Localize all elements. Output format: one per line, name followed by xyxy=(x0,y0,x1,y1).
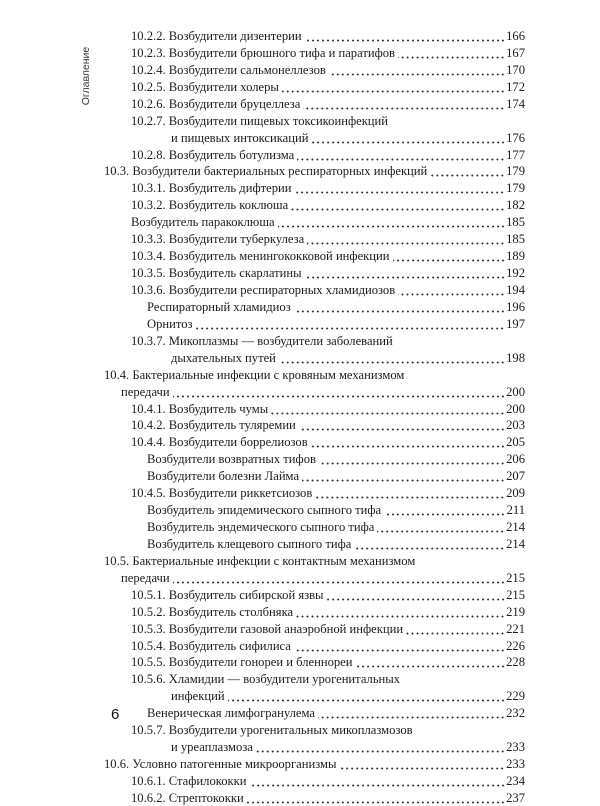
toc-entry-title: 10.2.2. Возбудители дизентерии xyxy=(131,29,302,43)
toc-entry[interactable] xyxy=(131,63,525,78)
toc-entry-title: передачи xyxy=(121,384,170,399)
dot-leader xyxy=(356,656,506,668)
toc-entry[interactable] xyxy=(131,283,525,298)
toc-entry-title: 10.2.4. Возбудители сальмонеллезов xyxy=(131,62,326,77)
dot-leader xyxy=(318,707,505,719)
toc-entry[interactable] xyxy=(131,249,525,264)
toc-entry-page: 221 xyxy=(506,621,525,636)
dot-leader xyxy=(299,419,505,431)
dot-leader xyxy=(393,250,506,262)
section-label: Оглавление xyxy=(80,46,92,106)
toc-entry-title: Возбудители болезни Лайма xyxy=(147,469,300,484)
toc-entry-title: 10.3.2. Возбудитель коклюша xyxy=(131,198,289,213)
toc-entry[interactable] xyxy=(147,300,525,315)
dot-leader xyxy=(430,165,505,177)
toc-entry-title: 10.5. Бактериальные инфекции с контактным механизмом xyxy=(104,553,416,568)
toc-entry[interactable] xyxy=(147,537,525,552)
toc-entry[interactable] xyxy=(131,672,525,687)
toc-entry-title: 10.4.4. Возбудители боррелиозов xyxy=(131,435,308,450)
dot-leader xyxy=(294,182,505,194)
toc-entry[interactable] xyxy=(131,46,525,61)
dot-leader xyxy=(228,690,506,702)
toc-entry-title: Возбудитель клещевого сыпного тифа xyxy=(147,536,352,551)
dot-leader xyxy=(282,81,505,93)
toc-entry[interactable] xyxy=(131,29,525,44)
toc-entry-title: 10.5.2. Возбудитель столбняка xyxy=(131,604,294,619)
toc-entry-page: 228 xyxy=(506,655,525,670)
toc-entry[interactable] xyxy=(131,605,525,620)
dot-leader xyxy=(294,640,505,652)
toc-entry[interactable] xyxy=(121,385,525,400)
toc-entry[interactable] xyxy=(104,757,525,772)
dot-leader xyxy=(384,504,505,516)
dot-leader xyxy=(303,98,505,110)
toc-entry-page: 233 xyxy=(506,757,525,771)
toc-entry-title: дыхательных путей xyxy=(171,350,276,365)
toc-entry-title: 10.3. Возбудители бактериальных респираторных инфекций xyxy=(104,164,428,179)
toc-entry[interactable] xyxy=(147,520,525,535)
toc-entry-title: 10.6.2. Стрептококки xyxy=(131,790,244,805)
toc-entry[interactable] xyxy=(131,588,525,603)
dot-leader xyxy=(305,30,505,42)
toc-entry-page: 172 xyxy=(506,79,525,94)
toc-entry[interactable] xyxy=(131,148,525,163)
toc-entry-page: 233 xyxy=(506,740,525,755)
toc-entry-page: 182 xyxy=(506,198,525,213)
toc-entry-page: 198 xyxy=(506,350,525,365)
toc-entry[interactable] xyxy=(131,181,525,196)
toc-entry[interactable] xyxy=(171,740,525,755)
toc-entry-page: 200 xyxy=(506,384,525,399)
toc-entry[interactable] xyxy=(147,317,525,332)
dot-leader xyxy=(319,453,505,465)
toc-entry[interactable] xyxy=(147,503,525,518)
toc-entry-title: 10.5.7. Возбудители урогенитальных микоплазмозов xyxy=(131,723,413,738)
dot-leader xyxy=(329,64,505,76)
toc-entry-title: 10.6. Условно патогенные микроорганизмы xyxy=(104,757,337,771)
dot-leader xyxy=(291,199,505,211)
toc-entry-title: 10.4.1. Возбудитель чумы xyxy=(131,401,269,416)
dot-leader xyxy=(312,132,506,144)
dot-leader xyxy=(256,741,505,753)
toc-entry-title: 10.5.6. Хламидии — возбудители урогенитальных xyxy=(131,672,401,687)
toc-entry-page: 203 xyxy=(506,418,525,433)
toc-entry-page: 185 xyxy=(506,232,525,247)
dot-leader xyxy=(398,47,505,59)
dot-leader xyxy=(302,470,505,482)
toc-entry-page: 185 xyxy=(506,215,525,230)
dot-leader xyxy=(278,216,505,228)
toc-entry[interactable] xyxy=(131,655,525,670)
toc-entry[interactable] xyxy=(131,232,525,247)
toc-entry-title: Возбудитель эпидемического сыпного тифа xyxy=(147,503,382,517)
dot-leader xyxy=(297,149,505,161)
toc-entry-title: 10.5.4. Возбудитель сифилиса xyxy=(131,638,291,653)
toc-entry-title: Возбудитель эндемического сыпного тифа xyxy=(147,520,375,534)
toc-entry[interactable] xyxy=(171,131,525,146)
toc-entry-title: 10.3.4. Возбудитель менингококковой инфекции xyxy=(131,249,390,264)
toc-entry[interactable] xyxy=(131,198,525,213)
toc-entry-title: 10.2.3. Возбудители брюшного тифа и паратифов xyxy=(131,45,396,60)
toc-entry[interactable] xyxy=(104,554,525,569)
toc-entry-title: 10.2.7. Возбудители пищевых токсикоинфекций xyxy=(131,113,389,128)
toc-entry-page: 200 xyxy=(506,401,525,416)
toc-entry-title: 10.4.5. Возбудители риккетсиозов xyxy=(131,486,313,501)
toc-entry[interactable] xyxy=(131,114,525,129)
toc-entry[interactable] xyxy=(147,469,525,484)
toc-entry-page: 197 xyxy=(506,316,525,331)
toc-entry[interactable] xyxy=(147,452,525,467)
dot-leader xyxy=(294,301,505,313)
toc-entry[interactable] xyxy=(104,368,525,383)
toc-entry[interactable] xyxy=(147,706,525,721)
toc-entry-title: Респираторный хламидиоз xyxy=(147,299,291,314)
toc-entry[interactable] xyxy=(171,351,525,366)
dot-leader xyxy=(271,403,505,415)
dot-leader xyxy=(307,233,505,245)
toc-entry-title: инфекций xyxy=(171,689,225,704)
toc-entry-page: 194 xyxy=(506,282,525,297)
dot-leader xyxy=(327,589,506,601)
toc-entry-page: 179 xyxy=(506,164,525,179)
dot-leader xyxy=(305,267,506,279)
dot-leader xyxy=(173,386,505,398)
toc-entry-title: 10.3.1. Возбудитель дифтерии xyxy=(131,181,292,196)
toc-entry-title: Венерическая лимфогранулема xyxy=(147,706,315,721)
dot-leader xyxy=(377,521,505,533)
toc-entry-title: Орнитоз xyxy=(147,316,193,331)
toc-entry-page: 229 xyxy=(506,689,525,704)
toc-entry[interactable] xyxy=(121,571,525,586)
toc-entry-page: 176 xyxy=(506,130,525,145)
toc-entry-title: 10.3.7. Микоплазмы — возбудители заболеваний xyxy=(131,333,393,348)
toc-entry-title: Возбудители возвратных тифов xyxy=(147,452,316,467)
toc-entry-page: 209 xyxy=(506,486,525,501)
toc-entry-page: 167 xyxy=(506,45,525,60)
toc-entry-page: 215 xyxy=(506,570,525,585)
dot-leader xyxy=(173,572,505,584)
toc-entry[interactable] xyxy=(131,97,525,112)
toc-entry[interactable] xyxy=(131,435,525,450)
toc-entry-page: 219 xyxy=(506,604,525,619)
toc-entry-title: 10.5.1. Возбудитель сибирской язвы xyxy=(131,587,324,602)
toc-entry[interactable] xyxy=(131,486,525,501)
toc-entry-title: 10.6.1. Стафилококки xyxy=(131,773,247,788)
toc-entry-title: 10.2.5. Возбудители холеры xyxy=(131,79,279,94)
toc-entry-title: 10.2.6. Возбудители бруцеллеза xyxy=(131,96,301,111)
toc-entry-title: 10.3.3. Возбудители туберкулеза xyxy=(131,232,305,247)
toc-entry[interactable] xyxy=(131,723,525,738)
page-number: 6 xyxy=(111,706,120,723)
toc-entry-page: 196 xyxy=(506,299,525,314)
toc-entry-page: 189 xyxy=(506,249,525,264)
dot-leader xyxy=(354,538,505,550)
dot-leader xyxy=(279,352,505,364)
dot-leader xyxy=(296,606,505,618)
toc-entry[interactable] xyxy=(131,215,525,230)
toc-entry-page: 170 xyxy=(506,62,525,77)
toc-entry[interactable] xyxy=(131,334,525,349)
toc-entry-page: 237 xyxy=(506,790,525,805)
toc-entry[interactable] xyxy=(131,80,525,95)
toc-entry-title: и уреаплазмоза xyxy=(171,740,253,755)
dot-leader xyxy=(315,487,505,499)
toc-entry-page: 234 xyxy=(506,773,525,788)
dot-leader xyxy=(398,284,505,296)
toc-entry-page: 166 xyxy=(506,29,525,43)
toc-entry[interactable] xyxy=(131,418,525,433)
toc-entry[interactable] xyxy=(131,639,525,654)
toc-entry[interactable] xyxy=(131,402,525,417)
toc-entry-page: 214 xyxy=(506,536,525,551)
toc-entry-title: 10.5.3. Возбудители газовой анаэробной инфекции xyxy=(131,621,404,636)
toc-entry-title: Возбудитель паракоклюша xyxy=(131,215,275,230)
toc-entry-title: 10.3.6. Возбудители респираторных хламидиозов xyxy=(131,282,396,297)
dot-leader xyxy=(406,623,505,635)
toc-entry[interactable] xyxy=(171,689,525,704)
dot-leader xyxy=(311,436,505,448)
dot-leader xyxy=(247,792,505,804)
toc-entry-page: 174 xyxy=(506,96,525,111)
toc-entry[interactable] xyxy=(131,266,525,281)
dot-leader xyxy=(195,318,505,330)
toc-entry-page: 226 xyxy=(506,638,525,653)
toc-entry-title: 10.4.2. Возбудитель туляремии xyxy=(131,418,296,433)
toc-entry[interactable] xyxy=(131,774,525,789)
toc-entry-page: 232 xyxy=(506,706,525,721)
toc-entry[interactable] xyxy=(131,791,525,806)
dot-leader xyxy=(339,758,505,770)
toc-entry-title: 10.3.5. Возбудитель скарлатины xyxy=(131,266,302,280)
toc-entry-title: передачи xyxy=(121,570,170,585)
toc-entry-page: 192 xyxy=(506,266,525,280)
toc-entry-title: 10.4. Бактериальные инфекции с кровяным механизмом xyxy=(104,367,405,382)
toc-entry-page: 207 xyxy=(506,469,525,484)
toc-entry-page: 205 xyxy=(506,435,525,450)
toc-entry[interactable] xyxy=(131,622,525,637)
toc-entry-title: 10.2.8. Возбудитель ботулизма xyxy=(131,147,295,162)
toc-entry-title: и пищевых интоксикаций xyxy=(171,130,309,145)
toc-entry-page: 206 xyxy=(506,452,525,467)
toc-entry-page: 214 xyxy=(506,520,525,534)
toc-entry-page: 211 xyxy=(506,503,525,517)
toc-entry[interactable] xyxy=(104,164,525,179)
toc-entry-page: 179 xyxy=(506,181,525,196)
toc-entry-title: 10.5.5. Возбудители гонореи и бленнореи xyxy=(131,655,353,670)
toc-entry-page: 215 xyxy=(506,587,525,602)
dot-leader xyxy=(250,775,506,787)
toc-entry-page: 177 xyxy=(506,147,525,162)
